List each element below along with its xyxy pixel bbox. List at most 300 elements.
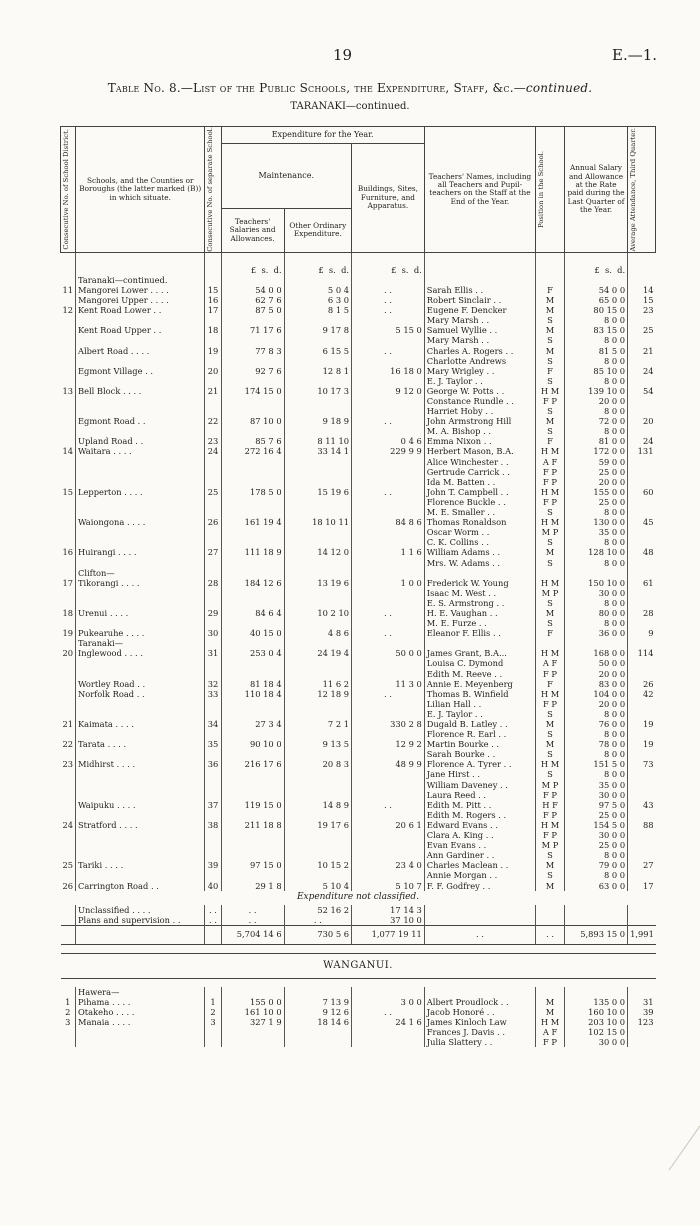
cell-oth: 7 2 1 bbox=[284, 719, 351, 729]
cell-bld: 1 1 6 bbox=[352, 547, 425, 557]
cell-no: 15 bbox=[62, 486, 74, 497]
cell-oth bbox=[284, 790, 351, 800]
cell-att: 31 bbox=[628, 997, 656, 1007]
cell-oth: 9 17 8 bbox=[284, 325, 351, 335]
cell-teacher: Gertrude Carrick . . bbox=[424, 467, 535, 477]
table-row bbox=[61, 346, 656, 356]
cell-school bbox=[75, 729, 204, 739]
cell-school: Pukearuhe . . . . bbox=[75, 628, 204, 638]
cell-no bbox=[61, 517, 76, 527]
cell-sal: 161 10 0 bbox=[221, 1007, 284, 1017]
table-row bbox=[61, 987, 656, 997]
cell-school: Kent Road Upper . . bbox=[75, 325, 204, 335]
cell-sep bbox=[205, 477, 221, 487]
pound-sign: £ bbox=[391, 264, 397, 275]
cell-ann: 8 0 0 bbox=[564, 315, 627, 325]
cell-ann: 80 0 0 bbox=[564, 608, 627, 618]
cell-att bbox=[628, 568, 656, 578]
cell-school: Inglewood . . . . bbox=[75, 648, 204, 658]
cell-bld: . . bbox=[352, 689, 425, 699]
cell-sep: 2 bbox=[205, 1007, 221, 1017]
cell-teacher: Ann Gardiner . . bbox=[424, 850, 535, 860]
total-other: 730 5 6 bbox=[284, 925, 351, 944]
cell-school bbox=[75, 699, 204, 709]
cell-bld bbox=[352, 396, 425, 406]
cell-pos: S bbox=[536, 558, 565, 568]
cell-oth bbox=[284, 780, 351, 790]
cell-school: Manaia . . . . bbox=[75, 1017, 204, 1027]
cell-sep bbox=[205, 749, 221, 759]
cell-sal bbox=[221, 658, 284, 668]
cell-teacher: Edith M. Pitt . . bbox=[424, 800, 535, 810]
cell-no bbox=[61, 426, 76, 436]
cell-teacher: Julia Slattery . . bbox=[424, 1037, 535, 1047]
cell-teacher: Edith M. Rogers . . bbox=[424, 810, 535, 820]
cell-att bbox=[628, 709, 656, 719]
cell-no bbox=[61, 335, 76, 345]
not-classified-row bbox=[61, 891, 656, 905]
cell-ann: 30 0 0 bbox=[564, 588, 627, 598]
cell-bld bbox=[352, 638, 425, 648]
cell-pos: F bbox=[536, 436, 565, 446]
cell-no bbox=[61, 477, 76, 487]
cell-att: 48 bbox=[628, 547, 656, 557]
cell-att: 23 bbox=[628, 305, 656, 315]
cell-pos: M P bbox=[536, 780, 565, 790]
cell-bld bbox=[352, 537, 425, 547]
cell-bld: 11 3 0 bbox=[352, 679, 425, 689]
cell-teacher: Clara A. King . . bbox=[424, 830, 535, 840]
cell-school bbox=[75, 749, 204, 759]
cell-att bbox=[628, 426, 656, 436]
cell-sep bbox=[205, 396, 221, 406]
cell-ann: 25 0 0 bbox=[564, 810, 627, 820]
cell-sep bbox=[205, 406, 221, 416]
cell-pos: H F bbox=[536, 800, 565, 810]
cell-oth: 15 19 6 bbox=[284, 487, 351, 497]
cell-oth: 33 14 1 bbox=[284, 446, 351, 456]
totals-row bbox=[61, 925, 656, 944]
cell-sep bbox=[205, 527, 221, 537]
cell-sal: 84 6 4 bbox=[221, 608, 284, 618]
cell-teacher: Thomas B. Winfield bbox=[424, 689, 535, 699]
total-buildings: 1,077 19 11 bbox=[352, 925, 425, 944]
cell-sep bbox=[205, 588, 221, 598]
cell-sal bbox=[221, 850, 284, 860]
table-row bbox=[61, 578, 656, 588]
cell-att bbox=[628, 588, 656, 598]
table-row bbox=[61, 840, 656, 850]
cell-sep bbox=[205, 507, 221, 517]
cell-sep bbox=[205, 769, 221, 779]
table-row bbox=[61, 558, 656, 568]
pound-sign: £ bbox=[594, 264, 600, 275]
table-title bbox=[0, 81, 700, 95]
cell-teacher: Constance Rundle . . bbox=[424, 396, 535, 406]
cell-oth: 8 11 10 bbox=[284, 436, 351, 446]
cell-teacher: Edith M. Reeve . . bbox=[424, 669, 535, 679]
table-row bbox=[61, 275, 656, 285]
cell-pos: F P bbox=[536, 790, 565, 800]
region-heading: WANGANUI. bbox=[61, 953, 656, 978]
table-row bbox=[61, 396, 656, 406]
cell-pos: F P bbox=[536, 467, 565, 477]
cell-school: Tarata . . . . bbox=[75, 739, 204, 749]
cell-teacher bbox=[424, 275, 535, 285]
cell-oth bbox=[284, 335, 351, 345]
cell-sep: 23 bbox=[205, 436, 221, 446]
cell-oth bbox=[284, 467, 351, 477]
cell-ann: 85 10 0 bbox=[564, 366, 627, 376]
cell-school bbox=[75, 850, 204, 860]
cell-teacher: Annie Morgan . . bbox=[424, 870, 535, 880]
table-row bbox=[61, 658, 656, 668]
cell-no bbox=[61, 870, 76, 880]
cell-oth: 10 2 10 bbox=[284, 608, 351, 618]
cell-ann: 50 0 0 bbox=[564, 658, 627, 668]
cell-pos bbox=[536, 638, 565, 648]
cell-att: 27 bbox=[628, 860, 656, 870]
cell-school: Clifton— bbox=[75, 568, 204, 578]
spacer-row bbox=[61, 944, 656, 953]
cell-ann: 76 0 0 bbox=[564, 719, 627, 729]
cell-pos: A F bbox=[536, 658, 565, 668]
cell-sep: 31 bbox=[205, 648, 221, 658]
cell-sal bbox=[221, 426, 284, 436]
cell-bld bbox=[352, 618, 425, 628]
cell-no: 13 bbox=[62, 385, 74, 396]
cell-teacher: Emma Nixon . . bbox=[424, 436, 535, 446]
cell-oth bbox=[284, 870, 351, 880]
cell-ann: 8 0 0 bbox=[564, 870, 627, 880]
cell-sal: 253 0 4 bbox=[221, 648, 284, 658]
cell-att bbox=[628, 699, 656, 709]
cell-oth bbox=[284, 699, 351, 709]
cell-sep bbox=[205, 840, 221, 850]
cell-att bbox=[628, 729, 656, 739]
table-row bbox=[61, 335, 656, 345]
table-row bbox=[61, 1007, 656, 1017]
cell-teacher: Florence Buckle . . bbox=[424, 497, 535, 507]
cell-teacher: William Daveney . . bbox=[424, 780, 535, 790]
cell-att bbox=[628, 790, 656, 800]
cell-teacher: E. S. Armstrong . . bbox=[424, 598, 535, 608]
cell-ann: 25 0 0 bbox=[564, 497, 627, 507]
table-row bbox=[61, 628, 656, 638]
unclassified-label: Unclassified . . . . bbox=[75, 905, 204, 915]
pence-sign: d. bbox=[341, 264, 350, 275]
table-row bbox=[61, 487, 656, 497]
cell-att bbox=[628, 275, 656, 285]
table-row bbox=[61, 517, 656, 527]
cell-oth bbox=[284, 457, 351, 467]
cell-sal: 178 5 0 bbox=[221, 487, 284, 497]
cell-ann: 8 0 0 bbox=[564, 749, 627, 759]
pence-sign: d. bbox=[273, 264, 282, 275]
cell-bld bbox=[352, 780, 425, 790]
cell-oth: 13 19 6 bbox=[284, 578, 351, 588]
cell-ann: 8 0 0 bbox=[564, 558, 627, 568]
cell-teacher: C. K. Collins . . bbox=[424, 537, 535, 547]
cell-pos: M bbox=[536, 881, 565, 891]
cell-oth: 9 13 5 bbox=[284, 739, 351, 749]
cell-oth bbox=[284, 769, 351, 779]
cell-att: 28 bbox=[628, 608, 656, 618]
cell-sep bbox=[205, 669, 221, 679]
cell-sal bbox=[221, 527, 284, 537]
cell-att bbox=[628, 558, 656, 568]
cell-sep bbox=[205, 638, 221, 648]
cell-pos: F P bbox=[536, 1037, 565, 1047]
cell-att bbox=[628, 497, 656, 507]
cell-att bbox=[628, 810, 656, 820]
cell-att: 88 bbox=[628, 820, 656, 830]
cell-oth bbox=[284, 987, 351, 997]
table-row bbox=[61, 820, 656, 830]
table-row bbox=[61, 477, 656, 487]
cell-oth: 10 17 3 bbox=[284, 386, 351, 396]
cell-bld bbox=[352, 709, 425, 719]
cell-bld bbox=[352, 315, 425, 325]
cell-sal bbox=[221, 769, 284, 779]
cell-no bbox=[61, 497, 76, 507]
currency-salaries bbox=[221, 265, 284, 275]
table-row bbox=[61, 709, 656, 719]
cell-pos: S bbox=[536, 406, 565, 416]
cell-school bbox=[75, 790, 204, 800]
cell-school: Egmont Road . . bbox=[75, 416, 204, 426]
cell-school bbox=[75, 669, 204, 679]
cell-ann: 128 10 0 bbox=[564, 547, 627, 557]
cell-sep: 29 bbox=[205, 608, 221, 618]
cell-bld bbox=[352, 356, 425, 366]
cell-ann: 155 0 0 bbox=[564, 487, 627, 497]
cell-ann: 135 0 0 bbox=[564, 997, 627, 1007]
table-row bbox=[61, 759, 656, 769]
cell-school: Norfolk Road . . bbox=[75, 689, 204, 699]
cell-sep: 1 bbox=[205, 997, 221, 1007]
cell-no: 18 bbox=[62, 607, 74, 618]
cell-sal bbox=[221, 749, 284, 759]
cell-ann: 78 0 0 bbox=[564, 739, 627, 749]
cell-teacher: E. J. Taylor . . bbox=[424, 376, 535, 386]
cell-no bbox=[61, 669, 76, 679]
pound-sign: £ bbox=[250, 264, 257, 275]
cell-bld bbox=[352, 987, 425, 997]
cell-sal bbox=[221, 356, 284, 366]
table-row bbox=[61, 780, 656, 790]
cell-ann: 154 5 0 bbox=[564, 820, 627, 830]
cell-pos: M P bbox=[536, 588, 565, 598]
cell-sep bbox=[205, 275, 221, 285]
cell-pos: M bbox=[536, 608, 565, 618]
cell-bld: . . bbox=[352, 416, 425, 426]
cell-no bbox=[61, 527, 76, 537]
cell-ann: 151 5 0 bbox=[564, 759, 627, 769]
cell-ann: 8 0 0 bbox=[564, 618, 627, 628]
cell-ann: 83 15 0 bbox=[564, 325, 627, 335]
shilling-sign: s. bbox=[401, 264, 409, 275]
cell-sep bbox=[205, 1037, 221, 1047]
cell-oth: 20 8 3 bbox=[284, 759, 351, 769]
cell-school bbox=[75, 780, 204, 790]
cell-ann: 8 0 0 bbox=[564, 598, 627, 608]
cell-school: Kaimata . . . . bbox=[75, 719, 204, 729]
cell-oth: 10 15 2 bbox=[284, 860, 351, 870]
cell-bld: 16 18 0 bbox=[352, 366, 425, 376]
cell-sal bbox=[221, 497, 284, 507]
wanganui-body bbox=[61, 987, 656, 1048]
cell-pos: F bbox=[536, 285, 565, 295]
cell-bld bbox=[352, 568, 425, 578]
cell-ann bbox=[564, 275, 627, 285]
cell-sep: 25 bbox=[205, 487, 221, 497]
cell-no: 19 bbox=[62, 628, 74, 639]
cell-sep: 22 bbox=[205, 416, 221, 426]
cell-att bbox=[628, 669, 656, 679]
cell-sal bbox=[221, 618, 284, 628]
currency-row bbox=[61, 265, 656, 275]
cell-school bbox=[75, 840, 204, 850]
cell-sep bbox=[205, 598, 221, 608]
cell-sep: 20 bbox=[205, 366, 221, 376]
cell-teacher bbox=[424, 638, 535, 648]
pence-sign: d. bbox=[413, 264, 422, 275]
currency-annual bbox=[564, 265, 627, 275]
cell-att: 39 bbox=[628, 1007, 656, 1017]
total-teachers: . . bbox=[424, 925, 535, 944]
cell-teacher: George W. Potts . . bbox=[424, 386, 535, 396]
cell-att bbox=[628, 315, 656, 325]
table-row bbox=[61, 669, 656, 679]
cell-teacher: Florence A. Tyrer . . bbox=[424, 759, 535, 769]
cell-oth bbox=[284, 406, 351, 416]
schools-table bbox=[60, 126, 656, 1047]
cell-pos: M bbox=[536, 416, 565, 426]
unclassified-salaries: . . bbox=[221, 905, 284, 915]
cell-school bbox=[75, 507, 204, 517]
currency-buildings bbox=[352, 265, 425, 275]
cell-oth bbox=[284, 558, 351, 568]
cell-ann: 54 0 0 bbox=[564, 285, 627, 295]
cell-sal: 216 17 6 bbox=[221, 759, 284, 769]
cell-teacher: Jane Hirst . . bbox=[424, 769, 535, 779]
cell-school: Pihama . . . . bbox=[75, 997, 204, 1007]
cell-no bbox=[61, 658, 76, 668]
cell-bld: 5 15 0 bbox=[352, 325, 425, 335]
table-row bbox=[61, 679, 656, 689]
cell-sal bbox=[221, 396, 284, 406]
cell-no bbox=[61, 598, 76, 608]
cell-ann: 20 0 0 bbox=[564, 396, 627, 406]
cell-no bbox=[61, 749, 76, 759]
cell-no bbox=[61, 840, 76, 850]
cell-pos: H M bbox=[536, 446, 565, 456]
cell-school bbox=[75, 709, 204, 719]
cell-sal bbox=[221, 376, 284, 386]
cell-att bbox=[628, 769, 656, 779]
cell-oth: 12 8 1 bbox=[284, 366, 351, 376]
cell-oth bbox=[284, 709, 351, 719]
cell-no: 24 bbox=[62, 819, 74, 830]
cell-att bbox=[628, 870, 656, 880]
header-maintenance: Maintenance. bbox=[221, 144, 352, 209]
cell-att bbox=[628, 1037, 656, 1047]
cell-no: 11 bbox=[62, 284, 74, 295]
table-row bbox=[61, 1027, 656, 1037]
table-row bbox=[61, 608, 656, 618]
header-attendance bbox=[628, 127, 656, 253]
cell-ann: 8 0 0 bbox=[564, 356, 627, 366]
cell-bld bbox=[352, 669, 425, 679]
table-row bbox=[61, 830, 656, 840]
cell-ann: 172 0 0 bbox=[564, 446, 627, 456]
cell-teacher: Eleanor F. Ellis . . bbox=[424, 628, 535, 638]
cell-ann: 30 0 0 bbox=[564, 1037, 627, 1047]
header-position bbox=[536, 127, 565, 253]
cell-sep: 38 bbox=[205, 820, 221, 830]
cell-bld bbox=[352, 769, 425, 779]
cell-sep: 3 bbox=[205, 1017, 221, 1027]
cell-sal: 155 0 0 bbox=[221, 997, 284, 1007]
cell-no bbox=[61, 709, 76, 719]
cell-oth bbox=[284, 1037, 351, 1047]
cell-school bbox=[75, 527, 204, 537]
cell-sep bbox=[205, 558, 221, 568]
cell-teacher: Thomas Ronaldson bbox=[424, 517, 535, 527]
cell-bld: 84 8 6 bbox=[352, 517, 425, 527]
table-row bbox=[61, 1037, 656, 1047]
cell-sal bbox=[221, 840, 284, 850]
cell-pos: M bbox=[536, 997, 565, 1007]
cell-att bbox=[628, 780, 656, 790]
cell-sal: 111 18 9 bbox=[221, 547, 284, 557]
table-row bbox=[61, 749, 656, 759]
unclassified-sep: . . bbox=[205, 905, 221, 915]
cell-ann: 80 15 0 bbox=[564, 305, 627, 315]
cell-teacher: Annie E. Meyenberg bbox=[424, 679, 535, 689]
cell-pos: M bbox=[536, 547, 565, 557]
cell-no bbox=[61, 780, 76, 790]
cell-no: 22 bbox=[62, 739, 74, 750]
header-salaries: Teachers' Salaries and Allowances. bbox=[221, 208, 284, 252]
cell-ann: 139 10 0 bbox=[564, 386, 627, 396]
cell-oth bbox=[284, 840, 351, 850]
cell-no bbox=[61, 1027, 76, 1037]
cell-att: 131 bbox=[628, 446, 656, 456]
plans-other: . . bbox=[284, 915, 351, 926]
pence-sign: d. bbox=[617, 264, 626, 275]
cell-no: 16 bbox=[62, 547, 74, 558]
cell-oth bbox=[284, 477, 351, 487]
cell-pos: H M bbox=[536, 487, 565, 497]
cell-sep: 28 bbox=[205, 578, 221, 588]
cell-school: Urenui . . . . bbox=[75, 608, 204, 618]
cell-sal bbox=[221, 810, 284, 820]
cell-sal: 27 3 4 bbox=[221, 719, 284, 729]
cell-sal: 92 7 6 bbox=[221, 366, 284, 376]
cell-oth bbox=[284, 527, 351, 537]
cell-sal bbox=[221, 558, 284, 568]
cell-oth: 5 0 4 bbox=[284, 285, 351, 295]
header-position-text: Position in the School. bbox=[537, 150, 546, 228]
table-row bbox=[61, 467, 656, 477]
cell-pos: F P bbox=[536, 396, 565, 406]
not-classified-label: Expenditure not classified. bbox=[296, 891, 420, 902]
cell-bld: 12 9 2 bbox=[352, 739, 425, 749]
cell-sal bbox=[221, 729, 284, 739]
cell-ann: 25 0 0 bbox=[564, 467, 627, 477]
